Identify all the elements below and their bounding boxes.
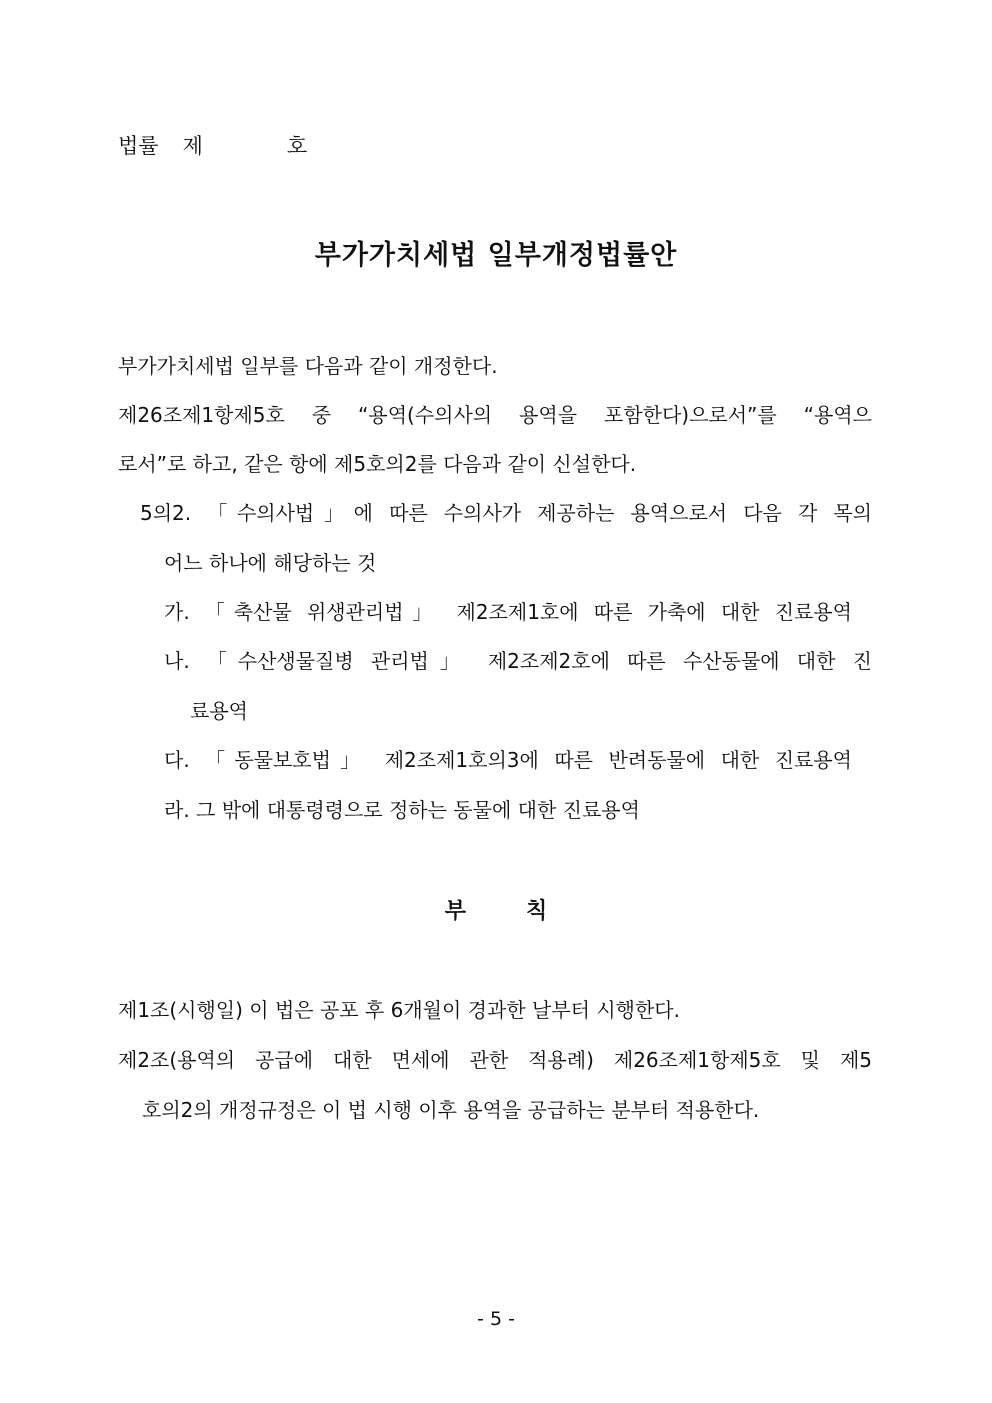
amendment-line-2: 로서”로 하고, 같은 항에 제5호의2를 다음과 같이 신설한다. bbox=[118, 452, 637, 476]
law-label: 법률 bbox=[118, 134, 159, 158]
supplementary-article-1: 제1조(시행일) 이 법은 공포 후 6개월이 경과한 날부터 시행한다. bbox=[118, 998, 680, 1022]
sub-item-na-line-2: 료용역 bbox=[190, 699, 248, 723]
amendment-line-1: 제26조제1항제5호 중 “용역(수의사의 용역을 포함한다)으로서”를 “용역으 bbox=[118, 403, 872, 427]
page-number: - 5 - bbox=[477, 1308, 515, 1330]
supplementary-title-left: 부 bbox=[444, 898, 466, 924]
law-je: 제 bbox=[182, 134, 203, 158]
document-title: 부가가치세법 일부개정법률안 bbox=[314, 240, 678, 271]
supplementary-title-right: 칙 bbox=[526, 898, 548, 924]
sub-item-ra: 라. 그 밖에 대통령령으로 정하는 동물에 대한 진료용역 bbox=[164, 798, 640, 822]
law-ho: 호 bbox=[286, 134, 308, 158]
item-5-2-line-2: 어느 하나에 해당하는 것 bbox=[164, 551, 377, 575]
sub-item-na-line-1: 나. 「수산생물질병 관리법」 제2조제2호에 따른 수산동물에 대한 진 bbox=[164, 649, 872, 673]
supplementary-provisions-title bbox=[0, 896, 992, 926]
supplementary-article-2-line-2: 호의2의 개정규정은 이 법 시행 이후 용역을 공급하는 분부터 적용한다. bbox=[142, 1098, 760, 1122]
sub-item-ga: 가. 「축산물 위생관리법」 제2조제1호에 따른 가축에 대한 진료용역 bbox=[164, 600, 852, 624]
item-5-2-line-1: 5의2. 「수의사법」에 따른 수의사가 제공하는 용역으로서 다음 각 목의 bbox=[140, 501, 872, 525]
law-number-line bbox=[118, 132, 307, 160]
supplementary-article-2-line-1: 제2조(용역의 공급에 대한 면세에 관한 적용례) 제26조제1항제5호 및 제5 bbox=[118, 1048, 872, 1072]
intro-paragraph: 부가가치세법 일부를 다음과 같이 개정한다. bbox=[118, 354, 498, 378]
sub-item-da: 다. 「동물보호법」 제2조제1호의3에 따른 반려동물에 대한 진료용역 bbox=[164, 748, 852, 772]
